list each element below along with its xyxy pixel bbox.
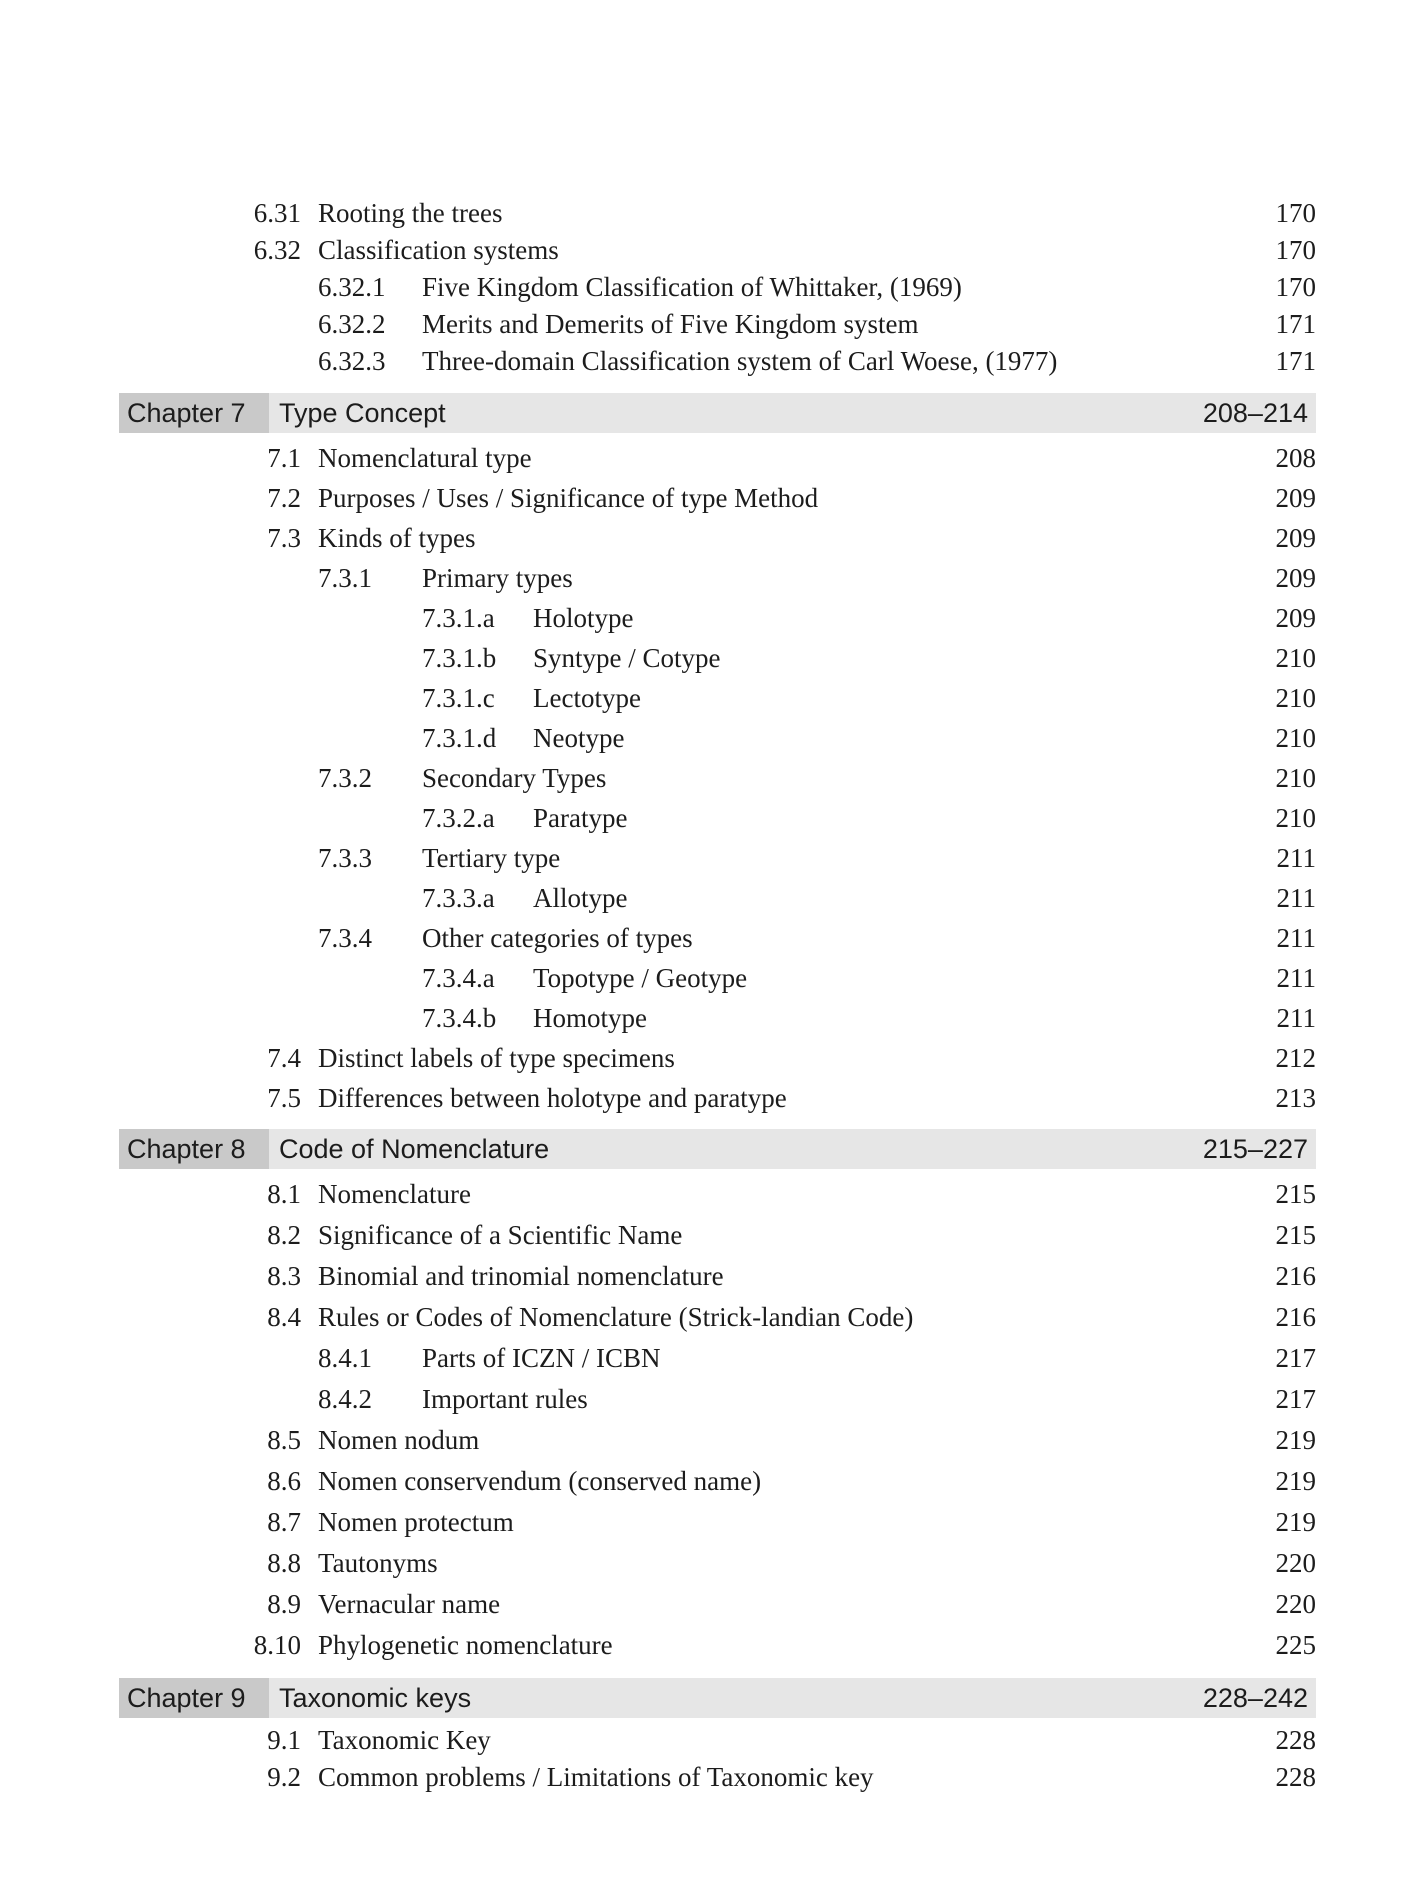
entry-number: 9.1	[267, 1725, 301, 1755]
toc-entry	[0, 193, 1418, 233]
toc-entry	[0, 341, 1418, 381]
chapter-heading-7	[119, 393, 1316, 433]
entry-page: 215	[1275, 1220, 1316, 1250]
entry-title: Vernacular name	[318, 1589, 501, 1619]
entry-page: 210	[1275, 763, 1316, 793]
toc-entry	[0, 267, 1418, 307]
entry-page: 210	[1275, 643, 1316, 673]
entry-page: 216	[1275, 1302, 1316, 1332]
entry-page: 217	[1275, 1343, 1316, 1373]
toc-entry	[0, 1078, 1418, 1118]
entry-title: Secondary Types	[422, 763, 607, 793]
entry-number: 8.7	[267, 1507, 301, 1537]
entry-title: Three-domain Classification system of Carl Woese, (1977)	[422, 346, 1058, 376]
toc-entry	[0, 438, 1418, 478]
toc-entry	[0, 678, 1418, 718]
toc-entry	[0, 1584, 1418, 1624]
entry-title: Taxonomic Key	[318, 1725, 491, 1755]
entry-page: 220	[1275, 1589, 1316, 1619]
entry-page: 219	[1275, 1466, 1316, 1496]
toc-entry	[0, 304, 1418, 344]
entry-title: Phylogenetic nomenclature	[318, 1630, 613, 1660]
entry-page: 170	[1275, 272, 1316, 302]
entry-page: 210	[1275, 683, 1316, 713]
entry-number: 8.5	[267, 1425, 301, 1455]
entry-title: Distinct labels of type specimens	[318, 1043, 675, 1073]
entry-number: 8.10	[253, 1630, 301, 1660]
entry-title: Important rules	[422, 1384, 588, 1414]
entry-number: 7.3.1.a	[422, 603, 495, 633]
entry-number: 8.6	[267, 1466, 301, 1496]
entry-page: 211	[1276, 1003, 1316, 1033]
chapter-heading-9	[119, 1678, 1316, 1718]
entry-page: 209	[1275, 483, 1316, 513]
toc-entry	[0, 758, 1418, 798]
entry-title: Nomenclature	[318, 1179, 471, 1209]
toc-entry	[0, 598, 1418, 638]
entry-page: 220	[1275, 1548, 1316, 1578]
entry-number: 7.3.1.d	[422, 723, 497, 753]
entry-number: 8.4.1	[318, 1343, 372, 1373]
entry-number: 6.32	[253, 235, 301, 265]
toc-entry	[0, 958, 1418, 998]
toc-entry	[0, 1543, 1418, 1583]
chapter-label: Chapter 7	[119, 393, 269, 433]
entry-page: 170	[1275, 235, 1316, 265]
chapter-label: Chapter 9	[119, 1678, 269, 1718]
entry-title: Nomenclatural type	[318, 443, 532, 473]
entry-title: Topotype / Geotype	[533, 963, 748, 993]
toc-entry	[0, 1420, 1418, 1460]
entry-number: 6.31	[253, 198, 301, 228]
entry-page: 215	[1275, 1179, 1316, 1209]
entry-title: Classification systems	[318, 235, 559, 265]
toc-entry	[0, 1215, 1418, 1255]
entry-page: 208	[1275, 443, 1316, 473]
toc-entry	[0, 1625, 1418, 1665]
entry-number: 7.1	[267, 443, 301, 473]
entry-number: 7.3.3	[318, 843, 372, 873]
entry-number: 7.3.3.a	[422, 883, 495, 913]
toc-entry	[0, 558, 1418, 598]
entry-title: Tertiary type	[422, 843, 561, 873]
entry-number: 8.4.2	[318, 1384, 372, 1414]
entry-number: 9.2	[267, 1762, 301, 1792]
toc-entry	[0, 1174, 1418, 1214]
entry-title: Neotype	[533, 723, 625, 753]
entry-page: 213	[1275, 1083, 1316, 1113]
entry-title: Homotype	[533, 1003, 647, 1033]
entry-title: Allotype	[533, 883, 628, 913]
toc-entry	[0, 1720, 1418, 1760]
toc-entry	[0, 1338, 1418, 1378]
toc-entry	[0, 838, 1418, 878]
entry-number: 8.2	[267, 1220, 301, 1250]
entry-number: 8.3	[267, 1261, 301, 1291]
toc-entry	[0, 1038, 1418, 1078]
toc-entry	[0, 478, 1418, 518]
entry-title: Rooting the trees	[318, 198, 503, 228]
entry-page: 219	[1275, 1425, 1316, 1455]
entry-title: Rules or Codes of Nomenclature (Strick-landian Code)	[318, 1302, 914, 1332]
entry-number: 7.2	[267, 483, 301, 513]
entry-number: 7.3.4.a	[422, 963, 495, 993]
entry-page: 171	[1275, 309, 1316, 339]
entry-title: Tautonyms	[318, 1548, 438, 1578]
toc-entry	[0, 518, 1418, 558]
entry-number: 7.3.1.b	[422, 643, 497, 673]
entry-title: Nomen protectum	[318, 1507, 514, 1537]
entry-page: 211	[1276, 923, 1316, 953]
entry-number: 8.9	[267, 1589, 301, 1619]
chapter-page-range: 208–214	[1202, 398, 1308, 428]
entry-number: 7.3.1.c	[422, 683, 495, 713]
chapter-title: Type Concept	[279, 398, 446, 428]
entry-number: 7.3.1	[318, 563, 372, 593]
entry-title: Differences between holotype and paratype	[318, 1083, 787, 1113]
entry-number: 7.3.4	[318, 923, 372, 953]
toc-entry	[0, 718, 1418, 758]
entry-page: 210	[1275, 803, 1316, 833]
entry-title: Significance of a Scientific Name	[318, 1220, 683, 1250]
entry-page: 212	[1275, 1043, 1316, 1073]
entry-page: 171	[1275, 346, 1316, 376]
entry-number: 8.1	[267, 1179, 301, 1209]
entry-page: 228	[1275, 1725, 1316, 1755]
entry-title: Merits and Demerits of Five Kingdom system	[422, 309, 919, 339]
entry-page: 209	[1275, 603, 1316, 633]
entry-number: 7.5	[267, 1083, 301, 1113]
entry-page: 170	[1275, 198, 1316, 228]
entry-page: 209	[1275, 563, 1316, 593]
entry-page: 210	[1275, 723, 1316, 753]
entry-number: 7.3.2.a	[422, 803, 495, 833]
entry-title: Common problems / Limitations of Taxonomic key	[318, 1762, 874, 1792]
entry-number: 6.32.1	[318, 272, 386, 302]
entry-title: Nomen nodum	[318, 1425, 480, 1455]
entry-title: Purposes / Uses / Significance of type Method	[318, 483, 819, 513]
entry-page: 209	[1275, 523, 1316, 553]
toc-entry	[0, 1297, 1418, 1337]
entry-title: Nomen conservendum (conserved name)	[318, 1466, 762, 1496]
entry-title: Five Kingdom Classification of Whittaker, (1969)	[422, 272, 962, 302]
toc-entry	[0, 230, 1418, 270]
toc-entry	[0, 878, 1418, 918]
entry-title: Kinds of types	[318, 523, 476, 553]
chapter-page-range: 228–242	[1202, 1683, 1308, 1713]
entry-number: 8.4	[267, 1302, 301, 1332]
entry-title: Holotype	[533, 603, 634, 633]
entry-page: 219	[1275, 1507, 1316, 1537]
entry-title: Syntype / Cotype	[533, 643, 721, 673]
chapter-heading-8	[119, 1129, 1316, 1169]
entry-page: 228	[1275, 1762, 1316, 1792]
toc-entry	[0, 638, 1418, 678]
toc-entry	[0, 1461, 1418, 1501]
chapter-title: Taxonomic keys	[279, 1683, 472, 1713]
chapter-title: Code of Nomenclature	[279, 1134, 550, 1164]
entry-title: Other categories of types	[422, 923, 693, 953]
entry-title: Lectotype	[533, 683, 641, 713]
entry-title: Paratype	[533, 803, 628, 833]
entry-title: Primary types	[422, 563, 573, 593]
entry-page: 225	[1275, 1630, 1316, 1660]
toc-entry	[0, 1379, 1418, 1419]
entry-number: 7.3	[267, 523, 301, 553]
entry-page: 216	[1275, 1261, 1316, 1291]
entry-page: 211	[1276, 963, 1316, 993]
entry-title: Parts of ICZN / ICBN	[422, 1343, 661, 1373]
entry-number: 7.4	[267, 1043, 301, 1073]
entry-title: Binomial and trinomial nomenclature	[318, 1261, 724, 1291]
entry-number: 7.3.4.b	[422, 1003, 497, 1033]
entry-number: 6.32.2	[318, 309, 386, 339]
entry-number: 8.8	[267, 1548, 301, 1578]
toc-entry	[0, 1256, 1418, 1296]
entry-number: 7.3.2	[318, 763, 372, 793]
entry-page: 211	[1276, 843, 1316, 873]
toc-entry	[0, 1502, 1418, 1542]
entry-page: 211	[1276, 883, 1316, 913]
toc-entry	[0, 1757, 1418, 1797]
chapter-page-range: 215–227	[1202, 1134, 1308, 1164]
entry-page: 217	[1275, 1384, 1316, 1414]
toc-entry	[0, 798, 1418, 838]
entry-number: 6.32.3	[318, 346, 386, 376]
chapter-label: Chapter 8	[119, 1129, 269, 1169]
toc-entry	[0, 918, 1418, 958]
toc-entry	[0, 998, 1418, 1038]
